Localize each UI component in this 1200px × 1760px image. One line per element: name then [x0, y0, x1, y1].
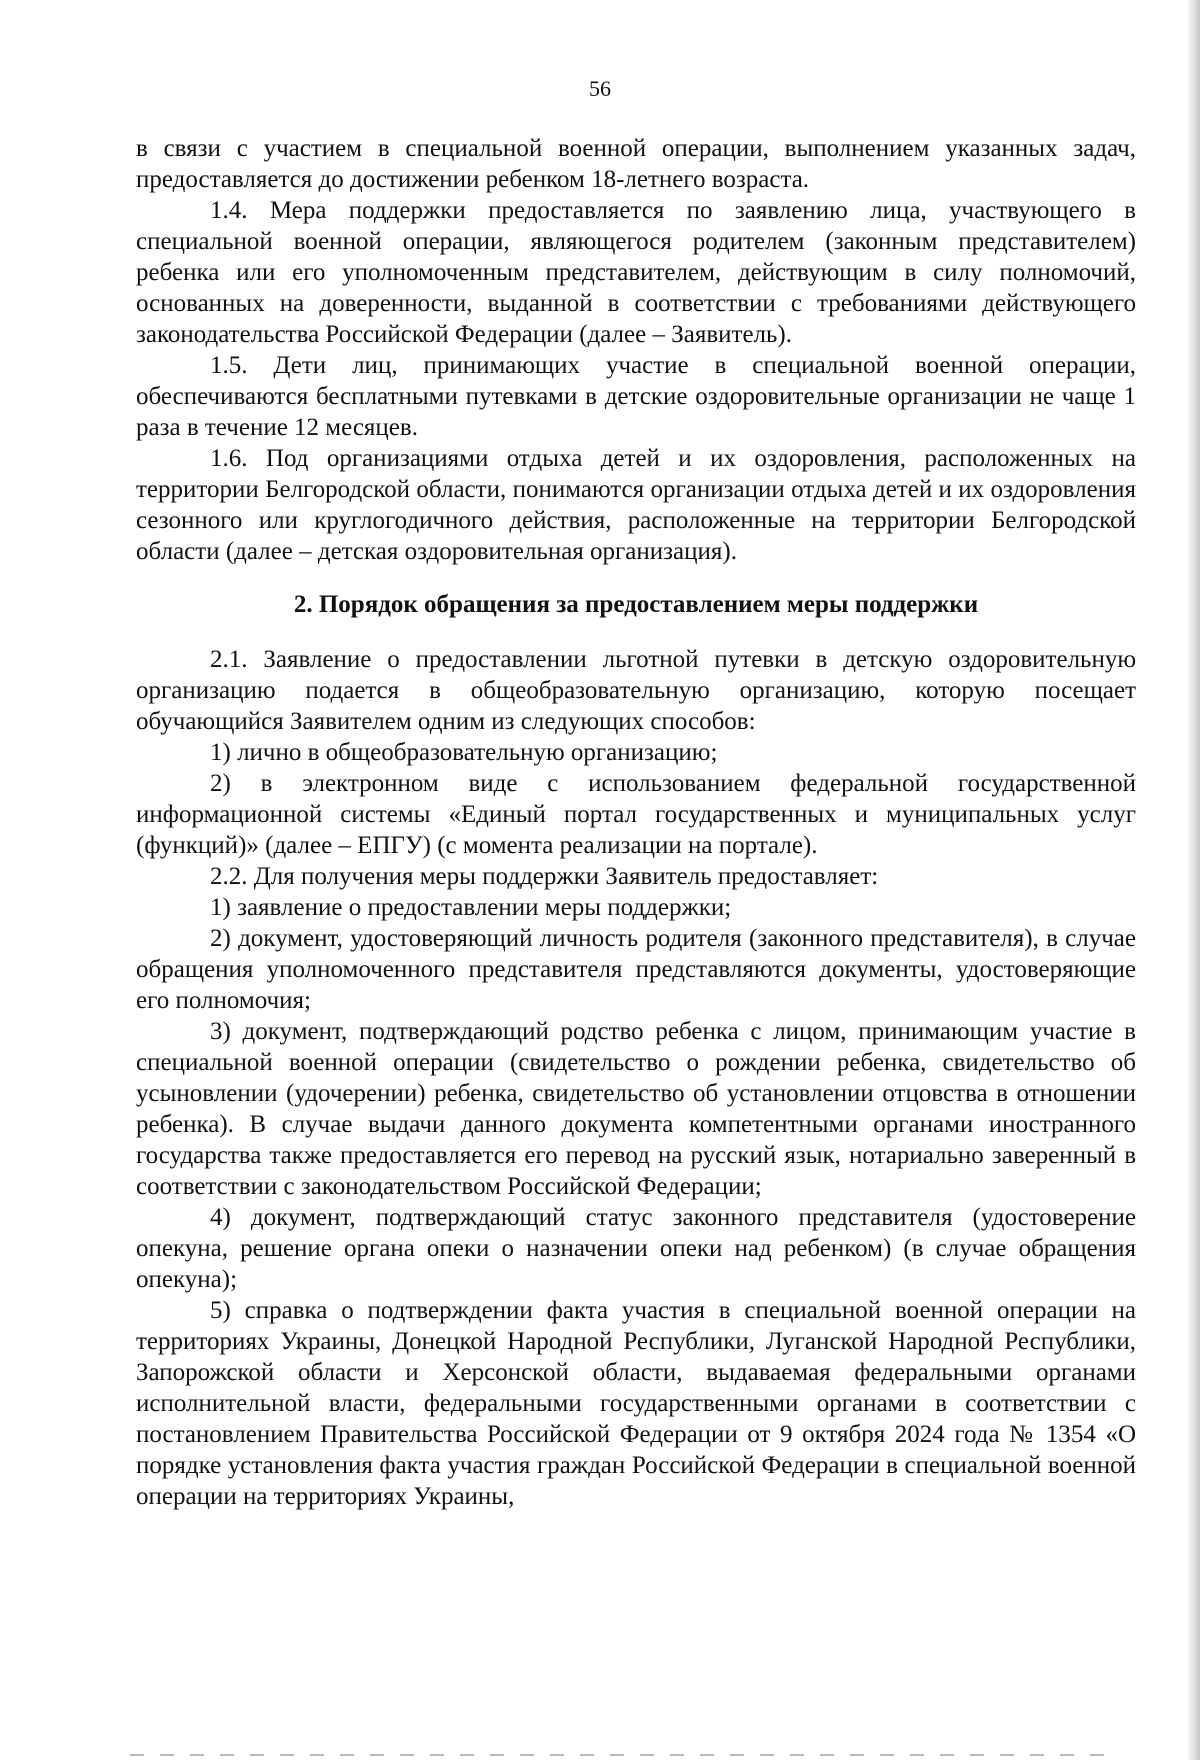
- paragraph-group-bottom: [136, 644, 1136, 1512]
- paragraph: 2.1. Заявление о предоставлении льготной путевки в детскую оздоровительную организацию подается в общеобразовательную организацию, которую посещает обучающийся Заявителем одним из следующих способов:: [136, 646, 1136, 735]
- paragraph: 1.4. Мера поддержки предоставляется по заявлению лица, участвующего в специальной военной операции, являющегося родителем (законным представителем) ребенка или его уполномоченным представителем, действующим в силу полномочий, основанных на доверенности, выданной в соответствии с требованиями действующего законодательства Российской Федерации (далее – Заявитель).: [136, 197, 1136, 348]
- paragraph: 5) справка о подтверждении факта участия в специальной военной операции на территориях Украины, Донецкой Народной Республики, Луганской Народной Республики, Запорожской области и Херсонской области, выдаваемая федеральными органами исполнительной власти, федеральными государственными органами в соответствии с постановлением Правительства Российской Федерации от 9 октября 2024 года № 1354 «О порядке установления факта участия граждан Российской Федерации в специальной военной операции на территориях Украины,: [136, 1297, 1136, 1510]
- paragraph-group-top: [136, 133, 1136, 567]
- scan-edge-shadow: [1186, 0, 1200, 1760]
- paragraph: 2) в электронном виде с использованием федеральной государственной информационной системы «Единый портал государственных и муниципальных услуг (функций)» (далее – ЕПГУ) (с момента реализации на портале).: [136, 770, 1136, 859]
- paragraph: 4) документ, подтверждающий статус законного представителя (удостоверение опекуна, решение органа опеки о назначении опеки над ребенком) (в случае обращения опекуна);: [136, 1204, 1136, 1293]
- paragraph: 2) документ, удостоверяющий личность родителя (законного представителя), в случае обращения уполномоченного представителя представляются документы, удостоверяющие его полномочия;: [136, 925, 1136, 1014]
- section-heading: 2. Порядок обращения за предоставлением меры поддержки: [293, 591, 979, 618]
- paragraph: 1.5. Дети лиц, принимающих участие в специальной военной операции, обеспечиваются бесплатными путевками в детские оздоровительные организации не чаще 1 раза в течение 12 месяцев.: [136, 352, 1136, 441]
- paragraph: 1) лично в общеобразовательную организацию;: [210, 739, 718, 766]
- document-body: [136, 133, 1136, 1512]
- paragraph: 2.2. Для получения меры поддержки Заявитель предоставляет:: [210, 863, 879, 890]
- page-number: 56: [589, 76, 611, 101]
- paragraph: 3) документ, подтверждающий родство ребенка с лицом, принимающим участие в специальной военной операции (свидетельство о рождении ребенка, свидетельство об усыновлении (удочерении) ребенка, свидетельство об установлении отцовства в отношении ребенка). В случае выдачи данного документа компетентными органами иностранного государства также предоставляется его перевод на русский язык, нотариально заверенный в соответствии с законодательством Российской Федерации;: [136, 1018, 1136, 1200]
- paragraph: 1.6. Под организациями отдыха детей и их оздоровления, расположенных на территории Белгородской области, понимаются организации отдыха детей и их оздоровления сезонного или круглогодичного действия, расположенные на территории Белгородской области (далее – детская оздоровительная организация).: [136, 445, 1136, 565]
- paragraph: в связи с участием в специальной военной операции, выполнением указанных задач, предоставляется до достижении ребенком 18-летнего возраста.: [136, 135, 1136, 193]
- paragraph: 1) заявление о предоставлении меры поддержки;: [210, 894, 732, 921]
- scan-bottom-artifact: [130, 1754, 1120, 1756]
